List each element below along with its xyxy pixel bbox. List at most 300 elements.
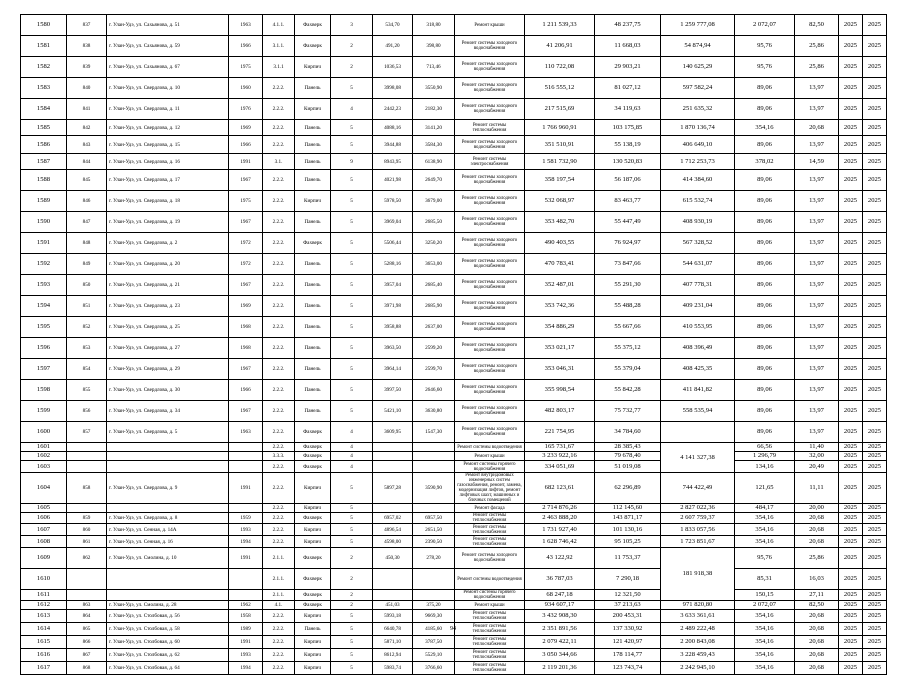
table-cell — [413, 443, 455, 452]
cost-unit-control: 13,97 — [795, 401, 839, 422]
year-start: 2025 — [839, 15, 863, 36]
cost-unit: 2 072,07 — [735, 15, 795, 36]
house-code: 856 — [67, 401, 107, 422]
year-start: 2025 — [839, 504, 863, 513]
wall-material: Фахверк — [295, 590, 331, 601]
cost-works: 934 607,17 — [525, 601, 595, 610]
table-row — [21, 401, 887, 422]
table-row — [21, 536, 887, 548]
year-end: 2025 — [863, 461, 887, 473]
area-living: 3584,30 — [413, 136, 455, 154]
class-code: 2.1.1. — [263, 590, 295, 601]
build-year: 1962 — [229, 601, 263, 610]
year-end: 2025 — [863, 36, 887, 57]
area-living: 2182,30 — [413, 99, 455, 120]
cost-control: 34 784,60 — [595, 422, 661, 443]
table-row — [21, 36, 887, 57]
row-number: 1588 — [21, 170, 67, 191]
cost-unit: 95,76 — [735, 36, 795, 57]
year-end: 2025 — [863, 15, 887, 36]
house-code: 841 — [67, 99, 107, 120]
floors: 5 — [331, 662, 373, 675]
class-code: 2.2.2. — [263, 317, 295, 338]
wall-material: Кирпич — [295, 649, 331, 662]
work-type: Ремонт системы холодного водоснабжения — [455, 359, 525, 380]
build-year: 1967 — [229, 359, 263, 380]
house-code: 864 — [67, 610, 107, 623]
table-cell — [107, 443, 229, 452]
floors: 9 — [331, 154, 373, 170]
work-type: Ремонт системы холодного водоснабжения — [455, 338, 525, 359]
build-year: 1966 — [229, 36, 263, 57]
cost-total: 409 231,04 — [661, 296, 735, 317]
cost-works: 2 351 891,56 — [525, 623, 595, 636]
cost-unit: 95,76 — [735, 57, 795, 78]
cost-works: 334 051,69 — [525, 461, 595, 473]
floors: 5 — [331, 504, 373, 513]
wall-material: Кирпич — [295, 191, 331, 212]
work-type: Ремонт системы холодного водоснабжения — [455, 36, 525, 57]
table-cell — [373, 452, 413, 461]
cost-control: 112 145,60 — [595, 504, 661, 513]
build-year: 1989 — [229, 623, 263, 636]
row-number: 1583 — [21, 78, 67, 99]
cost-unit: 89,06 — [735, 275, 795, 296]
build-year: 1991 — [229, 473, 263, 504]
area-total: 1036,53 — [373, 57, 413, 78]
cost-control: 55 842,28 — [595, 380, 661, 401]
cost-unit-control: 13,97 — [795, 191, 839, 212]
cost-control: 143 871,17 — [595, 513, 661, 524]
house-code: 846 — [67, 191, 107, 212]
area-living: 3679,00 — [413, 191, 455, 212]
table-row — [21, 422, 887, 443]
floors: 5 — [331, 610, 373, 623]
address: г. Улан-Удэ, ул. Свердлова, д. 34 — [107, 401, 229, 422]
address: г. Улан-Удэ, ул. Свердлова, д. 8 — [107, 513, 229, 524]
wall-material: Кирпич — [295, 524, 331, 536]
house-code: 838 — [67, 36, 107, 57]
cost-unit: 354,16 — [735, 636, 795, 649]
work-type: Ремонт системы холодного водоснабжения — [455, 380, 525, 401]
table-row — [21, 191, 887, 212]
cost-works: 1 211 539,33 — [525, 15, 595, 36]
capital-repair-table — [20, 14, 887, 675]
area-total: 3964,14 — [373, 359, 413, 380]
row-number: 1602 — [21, 452, 67, 461]
area-total: 5288,16 — [373, 254, 413, 275]
cost-unit-control: 16,03 — [795, 569, 839, 590]
year-start: 2025 — [839, 590, 863, 601]
area-total: 4088,16 — [373, 120, 413, 136]
house-code: 867 — [67, 649, 107, 662]
house-code: 849 — [67, 254, 107, 275]
wall-material: Панель — [295, 623, 331, 636]
cost-control: 95 105,25 — [595, 536, 661, 548]
work-type: Ремонт системы теплоснабжения — [455, 636, 525, 649]
cost-total: 411 841,82 — [661, 380, 735, 401]
year-start: 2025 — [839, 610, 863, 623]
cost-control: 56 187,06 — [595, 170, 661, 191]
cost-control: 123 743,74 — [595, 662, 661, 675]
cost-unit-control: 20,49 — [795, 461, 839, 473]
work-type: Ремонт системы горячего водоснабжения — [455, 590, 525, 601]
floors: 4 — [331, 443, 373, 452]
build-year: 1993 — [229, 649, 263, 662]
cost-unit-control: 14,59 — [795, 154, 839, 170]
year-start: 2025 — [839, 452, 863, 461]
floors: 3 — [331, 15, 373, 36]
area-total: 4598,00 — [373, 536, 413, 548]
year-end: 2025 — [863, 401, 887, 422]
year-start: 2025 — [839, 120, 863, 136]
table-row — [21, 443, 887, 452]
floors: 5 — [331, 170, 373, 191]
build-year: 1966 — [229, 380, 263, 401]
work-type: Ремонт системы теплоснабжения — [455, 513, 525, 524]
wall-material: Панель — [295, 380, 331, 401]
year-start: 2025 — [839, 170, 863, 191]
wall-material: Фахверк — [295, 601, 331, 610]
year-start: 2025 — [839, 536, 863, 548]
wall-material: Фахверк — [295, 15, 331, 36]
cost-unit-control: 11,40 — [795, 443, 839, 452]
wall-material: Фахверк — [295, 461, 331, 473]
table-cell — [229, 590, 263, 601]
table-cell — [229, 461, 263, 473]
area-total: 6640,78 — [373, 623, 413, 636]
area-total: 4021,98 — [373, 170, 413, 191]
class-code: 2.2.2. — [263, 212, 295, 233]
cost-works: 353 046,31 — [525, 359, 595, 380]
cost-works: 1 731 927,40 — [525, 524, 595, 536]
wall-material: Панель — [295, 338, 331, 359]
area-living: 3630,80 — [413, 401, 455, 422]
cost-works: 354 886,29 — [525, 317, 595, 338]
build-year: 1972 — [229, 254, 263, 275]
area-total: 3957,04 — [373, 275, 413, 296]
cost-works: 1 581 732,90 — [525, 154, 595, 170]
cost-works: 3 233 922,16 — [525, 452, 595, 461]
row-number: 1603 — [21, 461, 67, 473]
cost-unit-control: 13,97 — [795, 317, 839, 338]
year-end: 2025 — [863, 662, 887, 675]
cost-total: 2 200 843,08 — [661, 636, 735, 649]
work-type: Ремонт внутридомовых инженерных систем газоснабжения, ремонт, замена, модернизация лифтов, ремонт лифтовых шахт, машинных и блочных помещений — [455, 473, 525, 504]
cost-control: 121 420,97 — [595, 636, 661, 649]
house-code: 843 — [67, 136, 107, 154]
build-year: 1968 — [229, 338, 263, 359]
cost-works: 682 123,61 — [525, 473, 595, 504]
build-year: 1991 — [229, 154, 263, 170]
cost-total: 407 778,31 — [661, 275, 735, 296]
wall-material: Кирпич — [295, 636, 331, 649]
address: г. Улан-Удэ, ул. Свердлова, д. 15 — [107, 136, 229, 154]
area-living: 9669,30 — [413, 610, 455, 623]
year-start: 2025 — [839, 662, 863, 675]
cost-unit: 354,16 — [735, 649, 795, 662]
class-code: 2.2.2. — [263, 443, 295, 452]
area-living: 318,80 — [413, 15, 455, 36]
area-living: 2599,70 — [413, 359, 455, 380]
year-end: 2025 — [863, 338, 887, 359]
address: г. Улан-Удэ, ул. Свердлова, д. 19 — [107, 212, 229, 233]
cost-control: 34 119,63 — [595, 99, 661, 120]
row-number: 1611 — [21, 590, 67, 601]
class-code: 2.2.2. — [263, 170, 295, 191]
house-code: 853 — [67, 338, 107, 359]
floors: 2 — [331, 36, 373, 57]
row-number: 1601 — [21, 443, 67, 452]
cost-total: 1 712 253,73 — [661, 154, 735, 170]
table-row — [21, 548, 887, 569]
house-code: 845 — [67, 170, 107, 191]
cost-unit-control: 32,00 — [795, 452, 839, 461]
class-code: 2.2.2. — [263, 623, 295, 636]
floors: 5 — [331, 536, 373, 548]
cost-total: 1 833 057,56 — [661, 524, 735, 536]
class-code: 3.1. — [263, 154, 295, 170]
year-end: 2025 — [863, 610, 887, 623]
area-living: 2685,90 — [413, 296, 455, 317]
cost-control: 79 678,40 — [595, 452, 661, 461]
table-row — [21, 649, 887, 662]
floors: 4 — [331, 461, 373, 473]
year-end: 2025 — [863, 569, 887, 590]
area-total: 5978,50 — [373, 191, 413, 212]
floors: 4 — [331, 452, 373, 461]
year-start: 2025 — [839, 78, 863, 99]
class-code: 3.1.1 — [263, 57, 295, 78]
area-total: 2442,23 — [373, 99, 413, 120]
table-row — [21, 15, 887, 36]
house-code: 866 — [67, 636, 107, 649]
cost-control: 55 379,04 — [595, 359, 661, 380]
area-total: 3963,50 — [373, 338, 413, 359]
cost-control: 7 290,18 — [595, 569, 661, 590]
table-row — [21, 254, 887, 275]
area-living: 375,20 — [413, 601, 455, 610]
house-code: 860 — [67, 524, 107, 536]
cost-unit-control: 25,86 — [795, 548, 839, 569]
cost-works: 516 555,12 — [525, 78, 595, 99]
work-type: Ремонт системы холодного водоснабжения — [455, 136, 525, 154]
cost-unit-control: 13,97 — [795, 338, 839, 359]
area-living: 398,80 — [413, 36, 455, 57]
cost-unit-control: 20,68 — [795, 120, 839, 136]
area-living: 2599,20 — [413, 338, 455, 359]
cost-works: 532 068,97 — [525, 191, 595, 212]
cost-works: 353 021,17 — [525, 338, 595, 359]
row-number: 1590 — [21, 212, 67, 233]
year-end: 2025 — [863, 359, 887, 380]
row-number: 1608 — [21, 536, 67, 548]
area-total: 450,30 — [373, 548, 413, 569]
floors: 5 — [331, 191, 373, 212]
row-number: 1606 — [21, 513, 67, 524]
cost-works: 36 787,03 — [525, 569, 595, 590]
area-living: 5529,10 — [413, 649, 455, 662]
cost-works: 353 482,70 — [525, 212, 595, 233]
year-end: 2025 — [863, 191, 887, 212]
floors: 5 — [331, 401, 373, 422]
cost-unit-control: 20,00 — [795, 504, 839, 513]
area-total: 491,20 — [373, 36, 413, 57]
table-row — [21, 590, 887, 601]
cost-total: 1 870 136,74 — [661, 120, 735, 136]
address: г. Улан-Удэ, ул. Свердлова, д. 2 — [107, 233, 229, 254]
cost-total: 597 582,24 — [661, 78, 735, 99]
year-start: 2025 — [839, 443, 863, 452]
year-end: 2025 — [863, 254, 887, 275]
area-living: 6957,50 — [413, 513, 455, 524]
cost-control: 51 019,08 — [595, 461, 661, 473]
table-cell — [229, 504, 263, 513]
year-end: 2025 — [863, 212, 887, 233]
table-cell — [661, 422, 735, 443]
year-start: 2025 — [839, 136, 863, 154]
floors: 5 — [331, 513, 373, 524]
area-total: 8943,95 — [373, 154, 413, 170]
floors: 2 — [331, 57, 373, 78]
class-code: 2.1.1. — [263, 569, 295, 590]
table-cell — [373, 461, 413, 473]
address: г. Улан-Удэ, ул. Свердлова, д. 12 — [107, 120, 229, 136]
work-type: Ремонт системы теплоснабжения — [455, 662, 525, 675]
year-start: 2025 — [839, 548, 863, 569]
build-year: 1967 — [229, 170, 263, 191]
work-type: Ремонт системы холодного водоснабжения — [455, 401, 525, 422]
table-cell — [67, 461, 107, 473]
cost-control: 55 138,19 — [595, 136, 661, 154]
address: г. Улан-Удэ, ул. Столбовая, д. 56 — [107, 610, 229, 623]
work-type: Ремонт системы холодного водоснабжения — [455, 317, 525, 338]
year-end: 2025 — [863, 473, 887, 504]
wall-material: Панель — [295, 401, 331, 422]
wall-material: Панель — [295, 170, 331, 191]
floors: 5 — [331, 636, 373, 649]
table-row — [21, 296, 887, 317]
area-living: 3787,50 — [413, 636, 455, 649]
year-start: 2025 — [839, 461, 863, 473]
year-end: 2025 — [863, 317, 887, 338]
year-end: 2025 — [863, 120, 887, 136]
work-type: Ремонт системы холодного водоснабжения — [455, 57, 525, 78]
wall-material: Панель — [295, 212, 331, 233]
cost-control: 83 463,77 — [595, 191, 661, 212]
area-living: 3550,90 — [413, 78, 455, 99]
year-start: 2025 — [839, 36, 863, 57]
build-year: 1959 — [229, 513, 263, 524]
cost-unit: 354,16 — [735, 524, 795, 536]
wall-material: Фахверк — [295, 36, 331, 57]
work-type: Ремонт системы холодного водоснабжения — [455, 233, 525, 254]
table-cell — [107, 590, 229, 601]
wall-material: Панель — [295, 317, 331, 338]
area-living: 3653,00 — [413, 254, 455, 275]
cost-total: 408 425,35 — [661, 359, 735, 380]
house-code: 858 — [67, 473, 107, 504]
cost-works: 165 731,67 — [525, 443, 595, 452]
build-year: 1994 — [229, 536, 263, 548]
cost-unit: 121,65 — [735, 473, 795, 504]
cost-total: 406 649,10 — [661, 136, 735, 154]
area-living: 2637,00 — [413, 317, 455, 338]
house-code: 839 — [67, 57, 107, 78]
floors: 5 — [331, 212, 373, 233]
area-total: 451,03 — [373, 601, 413, 610]
area-living: 4185,60 — [413, 623, 455, 636]
table-row — [21, 99, 887, 120]
address: г. Улан-Удэ, ул. Сенная, д. 14А — [107, 524, 229, 536]
row-number: 1612 — [21, 601, 67, 610]
cost-unit-control: 20,68 — [795, 524, 839, 536]
area-total: 5897,28 — [373, 473, 413, 504]
cost-total: 140 625,29 — [661, 57, 735, 78]
row-number: 1604 — [21, 473, 67, 504]
work-type: Ремонт системы холодного водоснабжения — [455, 296, 525, 317]
area-living: 3766,60 — [413, 662, 455, 675]
table-row — [21, 601, 887, 610]
cost-works: 217 515,69 — [525, 99, 595, 120]
cost-unit: 484,17 — [735, 504, 795, 513]
cost-unit-control: 20,68 — [795, 636, 839, 649]
wall-material: Панель — [295, 275, 331, 296]
area-living: 2649,70 — [413, 170, 455, 191]
year-end: 2025 — [863, 623, 887, 636]
work-type: Ремонт крыши — [455, 15, 525, 36]
cost-unit-control: 27,11 — [795, 590, 839, 601]
address: г. Улан-Удэ, ул. Столбовая, д. 58 — [107, 623, 229, 636]
class-code: 2.2.2. — [263, 254, 295, 275]
build-year: 1976 — [229, 99, 263, 120]
cost-unit: 95,76 — [735, 548, 795, 569]
area-living: 3141,20 — [413, 120, 455, 136]
cost-total: 567 328,52 — [661, 233, 735, 254]
address: г. Улан-Удэ, ул. Сахьянова, д. 59 — [107, 36, 229, 57]
area-total: 5506,44 — [373, 233, 413, 254]
year-start: 2025 — [839, 513, 863, 524]
cost-total: 2 489 222,48 — [661, 623, 735, 636]
build-year: 1994 — [229, 662, 263, 675]
year-end: 2025 — [863, 636, 887, 649]
class-code: 2.2.2. — [263, 78, 295, 99]
year-end: 2025 — [863, 649, 887, 662]
wall-material: Фахверк — [295, 452, 331, 461]
table-row — [21, 212, 887, 233]
class-code: 2.2.2. — [263, 461, 295, 473]
cost-unit: 354,16 — [735, 623, 795, 636]
year-end: 2025 — [863, 380, 887, 401]
cost-unit-control: 13,97 — [795, 275, 839, 296]
house-code: 854 — [67, 359, 107, 380]
area-total: 5983,74 — [373, 662, 413, 675]
house-code: 863 — [67, 601, 107, 610]
address: г. Улан-Удэ, ул. Свердлова, д. 11 — [107, 99, 229, 120]
area-living: 2646,60 — [413, 380, 455, 401]
year-end: 2025 — [863, 233, 887, 254]
work-type: Ремонт фасада — [455, 504, 525, 513]
year-start: 2025 — [839, 524, 863, 536]
cost-works: 41 206,91 — [525, 36, 595, 57]
area-total: 3997,50 — [373, 380, 413, 401]
address: г. Улан-Удэ, ул. Свердлова, д. 29 — [107, 359, 229, 380]
floors: 4 — [331, 99, 373, 120]
row-number: 1589 — [21, 191, 67, 212]
cost-unit: 150,15 — [735, 590, 795, 601]
area-living: 6138,90 — [413, 154, 455, 170]
floors: 5 — [331, 649, 373, 662]
